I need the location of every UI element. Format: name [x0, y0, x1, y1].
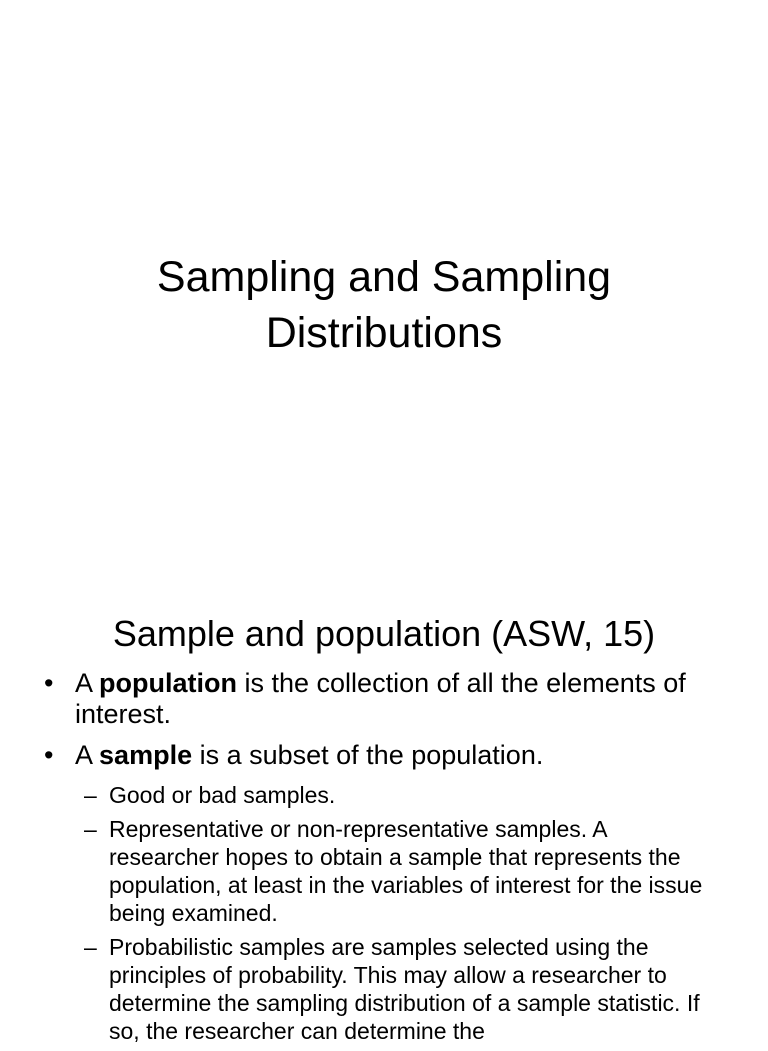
sub-bullet-marker: –: [84, 816, 97, 842]
bullet-prefix: A: [75, 668, 100, 698]
bullet-marker: •: [44, 668, 54, 698]
slide-content: [0, 668, 768, 1051]
content-slide: [0, 576, 768, 1044]
sub-bullet-probabilistic: [0, 933, 719, 1045]
sub-bullet-marker: –: [84, 782, 97, 808]
bullet-prefix: A: [75, 740, 100, 770]
bullet-sample: [0, 740, 735, 771]
bullet-text: is the collection of all the elements of interest.: [75, 668, 686, 729]
sub-bullet-text: Good or bad samples.: [109, 782, 336, 808]
bullet-population: [0, 668, 735, 730]
slide-title-line-1: Sampling and Sampling: [156, 252, 612, 301]
slide-title: [0, 249, 768, 361]
term-sample: sample: [99, 740, 193, 770]
content-slide-title: Sample and population (ASW, 15): [112, 613, 656, 654]
term-population: population: [99, 668, 237, 698]
bullet-text: is a subset of the population.: [192, 740, 544, 770]
bullet-marker: •: [44, 740, 54, 770]
sub-bullet-text: Representative or non-representative samples. A researcher hopes to obtain a sample that represents the population, at least in the variables of interest for the issue being examined.: [109, 816, 703, 926]
slide-title-line-2: Distributions: [265, 308, 503, 357]
sub-bullet-marker: –: [84, 934, 97, 960]
sub-bullet-good-bad: [0, 781, 719, 809]
sub-bullet-text: Probabilistic samples are samples selected using the principles of probability. This may allow a researcher to determine the sampling distribution of a sample statistic. If so, the researcher can determine the: [109, 934, 700, 1044]
sub-bullet-representative: [0, 815, 719, 927]
